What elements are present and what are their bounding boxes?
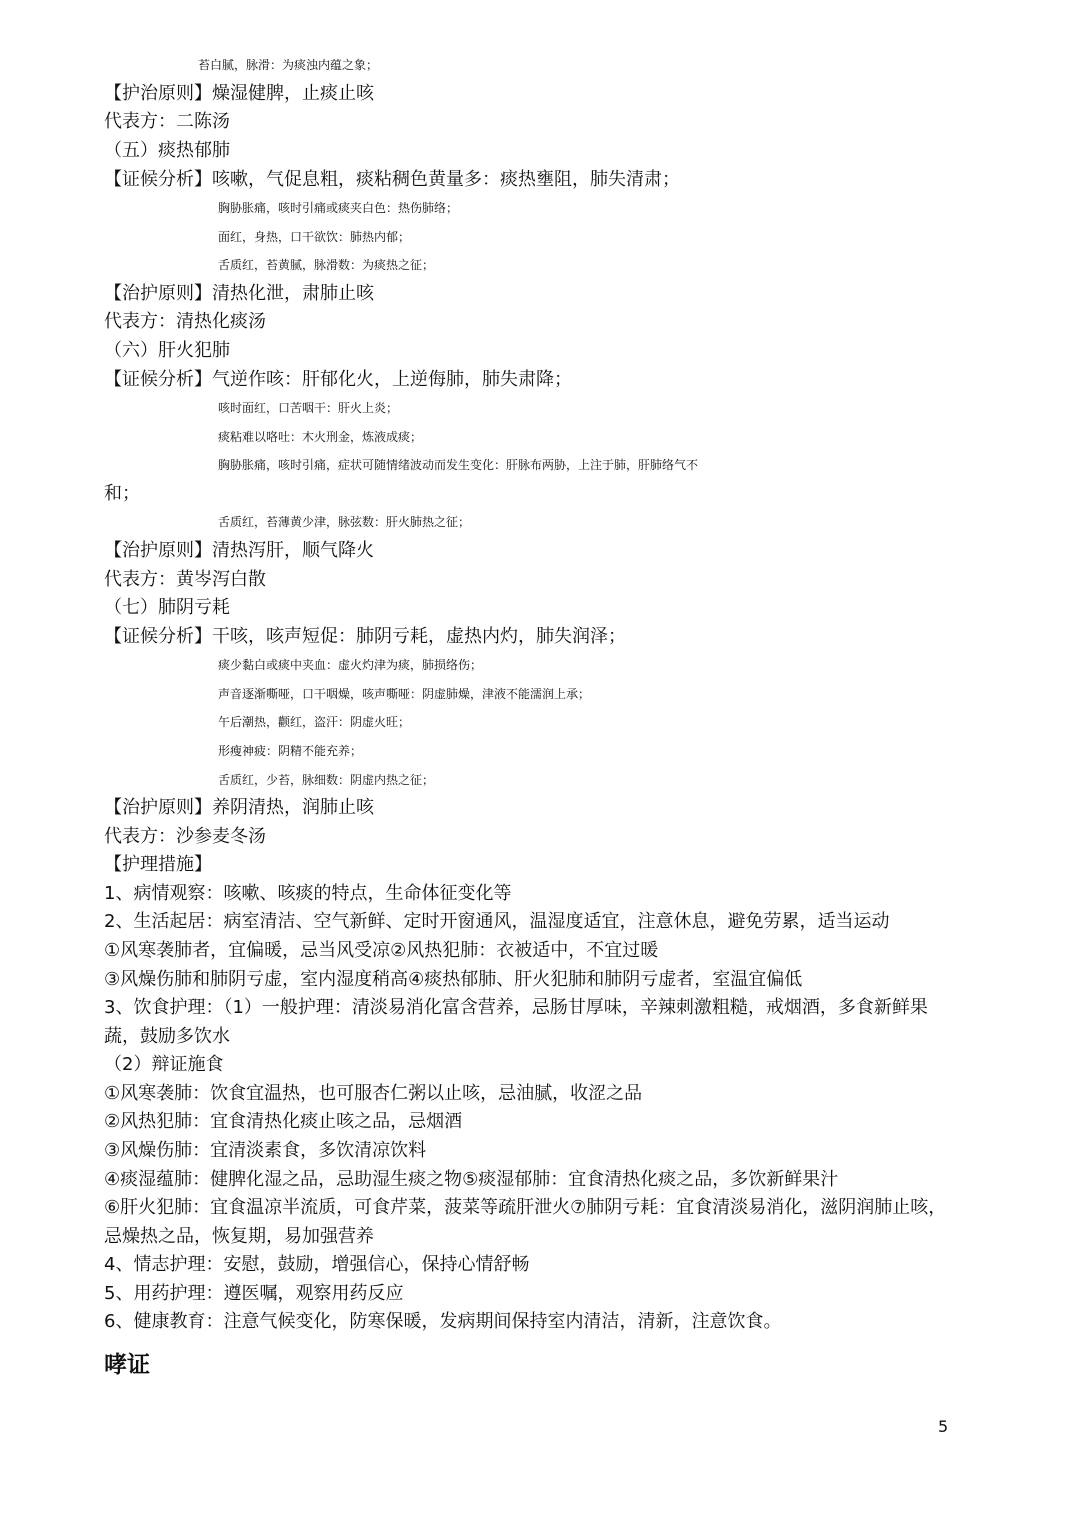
text-line: 午后潮热，颧红，盗汗：阴虚火旺； (218, 715, 411, 729)
text-line: 【治护原则】清热化泄，肃肺止咳 (104, 283, 374, 304)
text-line: 声音逐渐嘶哑，口干咽燥，咳声嘶哑：阴虚肺燥，津液不能濡润上承； (218, 687, 591, 701)
text-line: ③风燥伤肺和肺阴亏虚，室内湿度稍高④痰热郁肺、肝火犯肺和肺阴亏虚者，室温宜偏低 (104, 969, 803, 990)
text-line: 舌质红，苔黄腻，脉滑数：为痰热之征； (218, 258, 435, 272)
text-line: 【治护原则】养阴清热，润肺止咳 (104, 797, 374, 818)
text-line: 和； (104, 483, 140, 504)
text-line: 舌质红，苔薄黄少津，脉弦数：肝火肺热之征； (218, 515, 471, 529)
section-heading: 【护理措施】 (104, 854, 212, 875)
text-line: 形瘦神疲：阴精不能充养； (218, 744, 363, 758)
text-line: 咳时面红，口苦咽干：肝火上炎； (218, 401, 399, 415)
list-item: 3、饮食护理：（1）一般护理：清淡易消化富含营养，忌肠甘厚味，辛辣刺激粗糙，戒烟酒，多食新鲜果 (104, 997, 928, 1018)
text-line: 痰粘难以咯吐：木火刑金，炼液成痰； (218, 430, 423, 444)
text-line: 代表方：二陈汤 (104, 111, 230, 132)
text-line: 代表方：黄岑泻白散 (104, 569, 266, 590)
text-line: 【治护原则】清热泻肝，顺气降火 (104, 540, 374, 561)
page-number: 5 (938, 1417, 949, 1436)
text-line: ④痰湿蕴肺：健脾化湿之品，忌助湿生痰之物⑤痰湿郁肺：宜食清热化痰之品，多饮新鲜果汁 (104, 1169, 839, 1190)
text-line: ⑥肝火犯肺：宜食温凉半流质，可食芹菜，菠菜等疏肝泄火⑦肺阴亏耗：宜食清淡易消化，滋阴润肺止咳， (104, 1197, 947, 1218)
text-line: ③风燥伤肺：宜清淡素食，多饮清凉饮料 (104, 1140, 427, 1161)
text-line: 舌质红，少苔，脉细数：阴虚内热之征； (218, 773, 435, 787)
section-heading: （七）肺阴亏耗 (104, 597, 230, 618)
text-line: ①风寒袭肺者，宜偏暖，忌当风受凉②风热犯肺：衣被适中，不宜过暖 (104, 940, 659, 961)
text-line: 胸胁胀痛，咳时引痛或痰夹白色：热伤肺络； (218, 201, 459, 215)
text-line: 苔白腻，脉滑：为痰浊内蕴之象； (198, 58, 379, 72)
list-item: 6、健康教育：注意气候变化，防寒保暖，发病期间保持室内清洁，清新，注意饮食。 (104, 1311, 782, 1332)
text-line: 代表方：清热化痰汤 (104, 311, 266, 332)
text-line: ②风热犯肺：宜食清热化痰止咳之品，忌烟酒 (104, 1111, 463, 1132)
text-line: 【证候分析】气逆作咳：肝郁化火，上逆侮肺，肺失肃降； (104, 369, 572, 390)
text-line: 【护治原则】燥湿健脾，止痰止咳 (104, 83, 374, 104)
text-line: 代表方：沙参麦冬汤 (104, 826, 266, 847)
section-heading: （2）辩证施食 (104, 1054, 224, 1075)
text-line: ①风寒袭肺：饮食宜温热，也可服杏仁粥以止咳，忌油腻，收涩之品 (104, 1083, 643, 1104)
list-item: 2、生活起居：病室清洁、空气新鲜、定时开窗通风，温湿度适宜，注意休息，避免劳累，适当运动 (104, 911, 890, 932)
chapter-heading: 哮证 (104, 1352, 150, 1378)
text-line: 胸胁胀痛，咳时引痛，症状可随情绪波动而发生变化：肝脉布两胁，上注于肺，肝肺络气不 (218, 458, 699, 472)
list-item: 5、用药护理：遵医嘱，观察用药反应 (104, 1283, 404, 1304)
text-line: 面红，身热，口干欲饮：肺热内郁； (218, 230, 411, 244)
text-line: 蔬，鼓励多饮水 (104, 1026, 230, 1047)
list-item: 4、情志护理：安慰，鼓励，增强信心，保持心情舒畅 (104, 1254, 530, 1275)
text-line: 【证候分析】干咳，咳声短促：肺阴亏耗，虚热内灼，肺失润泽； (104, 626, 626, 647)
section-heading: （五）痰热郁肺 (104, 140, 230, 161)
text-line: 忌燥热之品，恢复期，易加强营养 (104, 1226, 374, 1247)
text-line: 痰少黏白或痰中夹血：虚火灼津为痰，肺损络伤； (218, 658, 483, 672)
section-heading: （六）肝火犯肺 (104, 340, 230, 361)
list-item: 1、病情观察：咳嗽、咳痰的特点，生命体征变化等 (104, 883, 512, 904)
text-line: 【证候分析】咳嗽，气促息粗，痰粘稠色黄量多：痰热壅阻，肺失清肃； (104, 169, 680, 190)
